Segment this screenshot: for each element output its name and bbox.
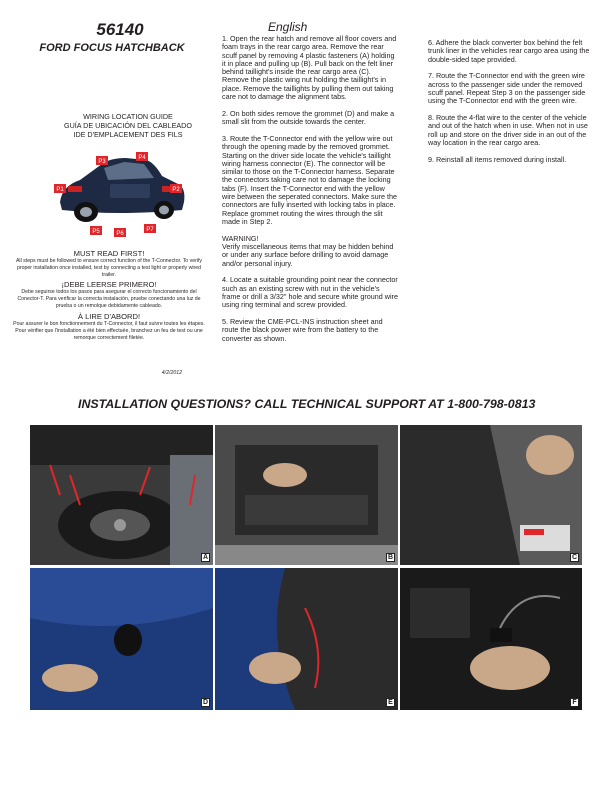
step-text: 5. Review the CME-PCL-INS instruction sheet and route the black power wire from the battery to the converter as shown.	[222, 317, 383, 343]
notes-heading-fr: À LIRE D'ABORD!	[77, 311, 141, 321]
installation-photos	[30, 425, 582, 710]
callout-label: P2	[172, 187, 180, 193]
photo-label: F	[570, 698, 579, 707]
photo-label: C	[571, 554, 578, 561]
callout-p4	[136, 152, 148, 161]
read-first-notes	[12, 248, 206, 343]
photo-label: A	[202, 554, 209, 561]
callout-label: P7	[146, 227, 154, 233]
support-banner: INSTALLATION QUESTIONS? CALL TECHNICAL SUPPORT AT 1-800-798-0813	[78, 397, 536, 411]
step-text: 8. Route the 4-flat wire to the center of the vehicle and out of the hatch when in use. When not in use roll up and store on the driver side in an out of the way location in the rear cargo area.	[428, 113, 588, 147]
callout-label: P1	[56, 187, 64, 193]
step-text: 3. Route the T-Connector end with the yellow wire out through the opening made by the removed grommet. Starting on the driver side locate the vehicle's taillight wiring harness connector (E). The connector will be similar to those on the T-Connector harness. Separate the connectors taking care not to damage the locking tabs (F). Insert the T-Connector end with the yellow wire between the seperated connectors. Make sure the connectors are fully inserted with locking tabs in place. Replace grommet routing the wires through the slit made in Step 2.	[222, 133, 397, 226]
step-text: 9. Reinstall all items removed during install.	[428, 154, 567, 164]
photo-c	[400, 425, 582, 565]
callout-p2	[170, 184, 182, 193]
steps-column-1	[222, 35, 398, 352]
language-label: English	[268, 20, 308, 34]
step-text: 1. Open the rear hatch and remove all floor covers and foam trays in the rear cargo area. Remove the rear scuff panel by removing 4 plastic fasteners (A) holding it in place and pulling up (B). Pull back on the felt liner behind taillight's inside the rear cargo area (C). Remove the plastic wing nut holding the taillight's in place. Remove the taillights by pulling them out taking care not to damage the alignment tabs.	[222, 34, 397, 102]
callout-p1	[54, 184, 66, 193]
revision-date: 4/2/2012	[161, 370, 182, 376]
callout-label: P5	[92, 229, 100, 235]
photo-label: E	[386, 698, 395, 707]
vehicle-name: FORD FOCUS HATCHBACK	[39, 42, 185, 54]
guide-title-fr: IDE D'EMPLACEMENT DES FILS	[73, 130, 183, 140]
callout-label: P4	[138, 155, 146, 161]
step-text: 2. On both sides remove the grommet (D) and make a small slit from the outside towards the center.	[222, 108, 395, 127]
callout-p3	[96, 156, 108, 165]
guide-title-es: GUÍA DE UBICACIÓN DEL CABLEADO	[64, 121, 192, 131]
notes-text-es: Debe seguirse todos los pasos para asegurar el correcto funcionamiento del Conector-T. Para verificar la correcta instalación, pruebe conectando una luz de prueba o un remolque debidamente cableado.	[17, 289, 201, 310]
warning-text: WARNING! Verify miscellaneous items that may be hidden behind or under any surface before drilling to avoid damage and/or personal injury.	[222, 233, 394, 268]
wiring-location-diagram	[50, 150, 190, 238]
step-text: 7. Route the T-Connector end with the green wire across to the passenger side under the removed scuff panel. Repeat Step 3 on the passenger side using the T-Connector end with the green wire.	[428, 71, 586, 106]
callout-p5	[90, 226, 102, 235]
photo-a	[30, 425, 213, 565]
callout-label: P6	[116, 231, 124, 237]
notes-text-en: All steps must be followed to ensure correct function of the T-Connector. To verify proper installation once installed, test by connecting a test light or properly wired trailer.	[15, 258, 203, 279]
notes-heading-en: MUST READ FIRST!	[73, 249, 145, 258]
wiring-guide-title	[30, 112, 226, 140]
photo-label: B	[387, 554, 394, 561]
photo-e	[215, 568, 398, 710]
steps-column-2	[428, 39, 594, 173]
photo-b	[215, 425, 398, 565]
part-number: 56140	[96, 20, 144, 39]
notes-heading-es: ¡DEBE LEERSE PRIMERO!	[61, 280, 157, 290]
notes-text-fr: Pour assurer le bon fonctionnement du T-Connector, il faut suivre toutes les étapes. Pour vérifier que l'installation a été bien effectuée, branchez un feu de test ou une remorque correctement filetée.	[13, 320, 205, 341]
callout-p6	[114, 228, 126, 237]
step-text: 6. Adhere the black converter box behind the felt trunk liner in the vehicles rear cargo area using the double-sided tape provided.	[428, 38, 590, 64]
guide-title-en: WIRING LOCATION GUIDE	[83, 112, 173, 121]
photo-f	[400, 568, 582, 710]
photo-label: D	[202, 699, 209, 706]
callout-p7	[144, 224, 156, 233]
photo-d	[30, 568, 213, 710]
callout-label: P3	[98, 159, 106, 165]
step-text: 4. Locate a suitable grounding point near the connector such as an existing screw with nut in the vehicle's frame or drill a 3/32" hole and secure white ground wire using ring terminal and screw provided.	[222, 275, 398, 310]
